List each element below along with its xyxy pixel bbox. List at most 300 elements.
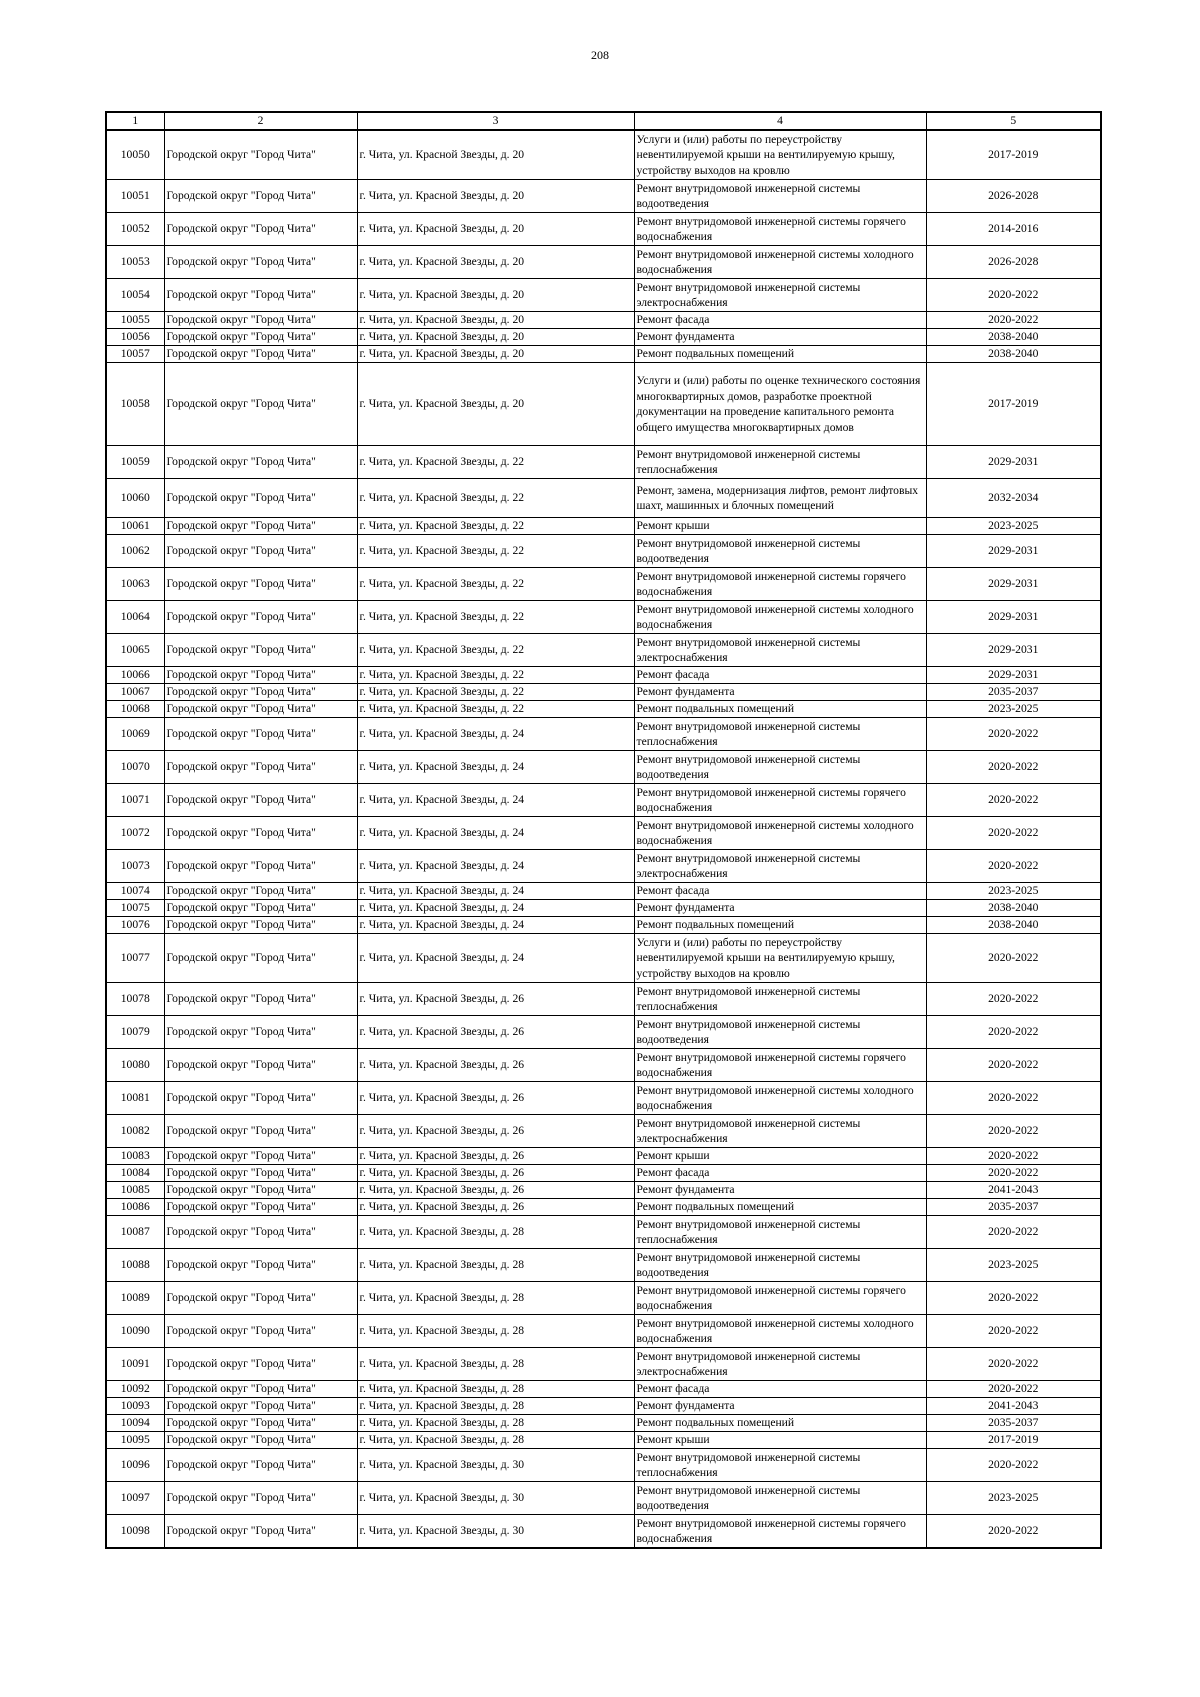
page-number: 208 <box>591 48 609 62</box>
cell-work-type: Ремонт фундамента <box>634 1182 926 1199</box>
cell-work-type: Ремонт подвальных помещений <box>634 917 926 934</box>
cell-number: 10066 <box>106 667 164 684</box>
cell-number: 10090 <box>106 1315 164 1348</box>
cell-address: г. Чита, ул. Красной Звезды, д. 22 <box>357 701 634 718</box>
cell-number: 10062 <box>106 535 164 568</box>
cell-municipality: Городской округ "Город Чита" <box>164 1282 357 1315</box>
table-row <box>106 363 1101 446</box>
cell-period: 2017-2019 <box>926 130 1101 180</box>
cell-work-type: Ремонт внутридомовой инженерной системы горячего водоснабжения <box>634 1049 926 1082</box>
cell-number: 10098 <box>106 1515 164 1549</box>
cell-number: 10097 <box>106 1482 164 1515</box>
cell-work-type: Ремонт фасада <box>634 1165 926 1182</box>
cell-municipality: Городской округ "Город Чита" <box>164 667 357 684</box>
cell-period: 2029-2031 <box>926 667 1101 684</box>
cell-address: г. Чита, ул. Красной Звезды, д. 22 <box>357 601 634 634</box>
cell-period: 2020-2022 <box>926 1082 1101 1115</box>
cell-municipality: Городской округ "Город Чита" <box>164 363 357 446</box>
cell-number: 10085 <box>106 1182 164 1199</box>
table-row <box>106 751 1101 784</box>
cell-address: г. Чита, ул. Красной Звезды, д. 20 <box>357 130 634 180</box>
cell-municipality: Городской округ "Город Чита" <box>164 634 357 667</box>
cell-address: г. Чита, ул. Красной Звезды, д. 28 <box>357 1415 634 1432</box>
cell-address: г. Чита, ул. Красной Звезды, д. 28 <box>357 1216 634 1249</box>
table-row <box>106 446 1101 479</box>
cell-period: 2020-2022 <box>926 934 1101 983</box>
cell-work-type: Ремонт фасада <box>634 667 926 684</box>
cell-municipality: Городской округ "Город Чита" <box>164 934 357 983</box>
cell-period: 2038-2040 <box>926 900 1101 917</box>
cell-work-type: Ремонт внутридомовой инженерной системы водоотведения <box>634 1249 926 1282</box>
cell-municipality: Городской округ "Город Чита" <box>164 1216 357 1249</box>
cell-work-type: Ремонт внутридомовой инженерной системы горячего водоснабжения <box>634 1282 926 1315</box>
cell-number: 10052 <box>106 213 164 246</box>
table-row <box>106 900 1101 917</box>
cell-period: 2029-2031 <box>926 535 1101 568</box>
cell-period: 2020-2022 <box>926 1115 1101 1148</box>
cell-municipality: Городской округ "Город Чита" <box>164 817 357 850</box>
cell-number: 10054 <box>106 279 164 312</box>
cell-number: 10073 <box>106 850 164 883</box>
table-row <box>106 1432 1101 1449</box>
cell-number: 10050 <box>106 130 164 180</box>
cell-work-type: Ремонт внутридомовой инженерной системы электроснабжения <box>634 1115 926 1148</box>
cell-number: 10079 <box>106 1016 164 1049</box>
cell-period: 2017-2019 <box>926 1432 1101 1449</box>
cell-municipality: Городской округ "Город Чита" <box>164 900 357 917</box>
header-col-2: 2 <box>164 112 357 130</box>
cell-number: 10081 <box>106 1082 164 1115</box>
cell-period: 2035-2037 <box>926 1199 1101 1216</box>
table-row <box>106 130 1101 180</box>
cell-work-type: Ремонт внутридомовой инженерной системы холодного водоснабжения <box>634 246 926 279</box>
cell-address: г. Чита, ул. Красной Звезды, д. 20 <box>357 246 634 279</box>
cell-period: 2020-2022 <box>926 1348 1101 1381</box>
cell-number: 10082 <box>106 1115 164 1148</box>
cell-number: 10086 <box>106 1199 164 1216</box>
cell-municipality: Городской округ "Город Чита" <box>164 279 357 312</box>
cell-municipality: Городской округ "Город Чита" <box>164 329 357 346</box>
cell-municipality: Городской округ "Город Чита" <box>164 784 357 817</box>
cell-work-type: Ремонт внутридомовой инженерной системы теплоснабжения <box>634 1216 926 1249</box>
cell-number: 10061 <box>106 518 164 535</box>
cell-number: 10089 <box>106 1282 164 1315</box>
cell-number: 10051 <box>106 180 164 213</box>
cell-number: 10078 <box>106 983 164 1016</box>
header-row <box>106 112 1101 130</box>
cell-work-type: Ремонт фундамента <box>634 1398 926 1415</box>
cell-period: 2023-2025 <box>926 701 1101 718</box>
cell-municipality: Городской округ "Город Чита" <box>164 1432 357 1449</box>
cell-address: г. Чита, ул. Красной Звезды, д. 24 <box>357 883 634 900</box>
cell-period: 2020-2022 <box>926 1449 1101 1482</box>
table-body <box>106 130 1101 1548</box>
cell-municipality: Городской округ "Город Чита" <box>164 701 357 718</box>
cell-address: г. Чита, ул. Красной Звезды, д. 24 <box>357 917 634 934</box>
cell-number: 10096 <box>106 1449 164 1482</box>
cell-period: 2020-2022 <box>926 1049 1101 1082</box>
cell-number: 10083 <box>106 1148 164 1165</box>
cell-work-type: Ремонт подвальных помещений <box>634 1415 926 1432</box>
header-col-4: 4 <box>634 112 926 130</box>
cell-address: г. Чита, ул. Красной Звезды, д. 28 <box>357 1249 634 1282</box>
cell-address: г. Чита, ул. Красной Звезды, д. 26 <box>357 1082 634 1115</box>
cell-period: 2017-2019 <box>926 363 1101 446</box>
cell-municipality: Городской округ "Город Чита" <box>164 1515 357 1549</box>
cell-period: 2038-2040 <box>926 346 1101 363</box>
cell-address: г. Чита, ул. Красной Звезды, д. 22 <box>357 479 634 518</box>
cell-address: г. Чита, ул. Красной Звезды, д. 26 <box>357 1165 634 1182</box>
cell-address: г. Чита, ул. Красной Звезды, д. 24 <box>357 850 634 883</box>
cell-address: г. Чита, ул. Красной Звезды, д. 30 <box>357 1449 634 1482</box>
cell-address: г. Чита, ул. Красной Звезды, д. 26 <box>357 1199 634 1216</box>
cell-period: 2041-2043 <box>926 1182 1101 1199</box>
cell-address: г. Чита, ул. Красной Звезды, д. 20 <box>357 180 634 213</box>
cell-period: 2020-2022 <box>926 751 1101 784</box>
cell-period: 2035-2037 <box>926 684 1101 701</box>
cell-work-type: Ремонт внутридомовой инженерной системы горячего водоснабжения <box>634 1515 926 1549</box>
capital-repair-table <box>105 111 1102 1549</box>
table-row <box>106 784 1101 817</box>
cell-municipality: Городской округ "Город Чита" <box>164 1449 357 1482</box>
cell-number: 10058 <box>106 363 164 446</box>
table-row <box>106 701 1101 718</box>
cell-address: г. Чита, ул. Красной Звезды, д. 26 <box>357 1182 634 1199</box>
cell-work-type: Услуги и (или) работы по переустройству невентилируемой крыши на вентилируемую крышу, устройству выходов на кровлю <box>634 130 926 180</box>
cell-address: г. Чита, ул. Красной Звезды, д. 20 <box>357 346 634 363</box>
table-row <box>106 817 1101 850</box>
cell-work-type: Ремонт внутридомовой инженерной системы теплоснабжения <box>634 718 926 751</box>
cell-municipality: Городской округ "Город Чита" <box>164 1249 357 1282</box>
cell-work-type: Ремонт подвальных помещений <box>634 701 926 718</box>
table-row <box>106 1449 1101 1482</box>
cell-address: г. Чита, ул. Красной Звезды, д. 20 <box>357 213 634 246</box>
cell-period: 2026-2028 <box>926 246 1101 279</box>
cell-work-type: Ремонт внутридомовой инженерной системы водоотведения <box>634 751 926 784</box>
cell-municipality: Городской округ "Город Чита" <box>164 1348 357 1381</box>
table-row <box>106 312 1101 329</box>
cell-number: 10055 <box>106 312 164 329</box>
table-row <box>106 346 1101 363</box>
cell-address: г. Чита, ул. Красной Звезды, д. 22 <box>357 518 634 535</box>
cell-period: 2020-2022 <box>926 1515 1101 1549</box>
cell-work-type: Ремонт внутридомовой инженерной системы электроснабжения <box>634 850 926 883</box>
cell-address: г. Чита, ул. Красной Звезды, д. 28 <box>357 1348 634 1381</box>
cell-work-type: Ремонт, замена, модернизация лифтов, ремонт лифтовых шахт, машинных и блочных помещений <box>634 479 926 518</box>
cell-work-type: Ремонт фундамента <box>634 900 926 917</box>
cell-period: 2020-2022 <box>926 718 1101 751</box>
cell-work-type: Услуги и (или) работы по оценке технического состояния многоквартирных домов, разработке проектной документации на проведение капитального ремонта общего имущества многоквартирных домов <box>634 363 926 446</box>
cell-municipality: Городской округ "Город Чита" <box>164 1199 357 1216</box>
cell-address: г. Чита, ул. Красной Звезды, д. 26 <box>357 1115 634 1148</box>
cell-period: 2038-2040 <box>926 917 1101 934</box>
cell-period: 2020-2022 <box>926 784 1101 817</box>
header-col-5: 5 <box>926 112 1101 130</box>
table-row <box>106 518 1101 535</box>
table-header <box>106 112 1101 130</box>
table-row <box>106 180 1101 213</box>
cell-address: г. Чита, ул. Красной Звезды, д. 26 <box>357 1148 634 1165</box>
cell-period: 2029-2031 <box>926 634 1101 667</box>
cell-municipality: Городской округ "Город Чита" <box>164 1381 357 1398</box>
cell-number: 10069 <box>106 718 164 751</box>
cell-municipality: Городской округ "Город Чита" <box>164 1082 357 1115</box>
cell-address: г. Чита, ул. Красной Звезды, д. 28 <box>357 1282 634 1315</box>
table-row <box>106 667 1101 684</box>
cell-period: 2020-2022 <box>926 1282 1101 1315</box>
cell-period: 2020-2022 <box>926 1148 1101 1165</box>
table-row <box>106 601 1101 634</box>
cell-work-type: Ремонт внутридомовой инженерной системы электроснабжения <box>634 1348 926 1381</box>
cell-number: 10091 <box>106 1348 164 1381</box>
cell-work-type: Ремонт фасада <box>634 312 926 329</box>
cell-municipality: Городской округ "Город Чита" <box>164 130 357 180</box>
cell-number: 10087 <box>106 1216 164 1249</box>
table-row <box>106 246 1101 279</box>
cell-number: 10094 <box>106 1415 164 1432</box>
cell-address: г. Чита, ул. Красной Звезды, д. 22 <box>357 446 634 479</box>
cell-municipality: Городской округ "Город Чита" <box>164 535 357 568</box>
cell-period: 2029-2031 <box>926 446 1101 479</box>
table-row <box>106 850 1101 883</box>
cell-period: 2023-2025 <box>926 1249 1101 1282</box>
cell-municipality: Городской округ "Город Чита" <box>164 1148 357 1165</box>
cell-municipality: Городской округ "Город Чита" <box>164 684 357 701</box>
cell-number: 10059 <box>106 446 164 479</box>
cell-municipality: Городской округ "Город Чита" <box>164 1182 357 1199</box>
cell-period: 2020-2022 <box>926 1315 1101 1348</box>
cell-municipality: Городской округ "Город Чита" <box>164 751 357 784</box>
cell-municipality: Городской округ "Город Чита" <box>164 180 357 213</box>
cell-period: 2020-2022 <box>926 279 1101 312</box>
cell-work-type: Ремонт внутридомовой инженерной системы теплоснабжения <box>634 446 926 479</box>
cell-address: г. Чита, ул. Красной Звезды, д. 26 <box>357 1049 634 1082</box>
cell-number: 10074 <box>106 883 164 900</box>
cell-work-type: Ремонт внутридомовой инженерной системы электроснабжения <box>634 634 926 667</box>
table-row <box>106 684 1101 701</box>
cell-municipality: Городской округ "Город Чита" <box>164 883 357 900</box>
cell-period: 2023-2025 <box>926 518 1101 535</box>
cell-period: 2035-2037 <box>926 1415 1101 1432</box>
table-row <box>106 934 1101 983</box>
cell-municipality: Городской округ "Город Чита" <box>164 850 357 883</box>
cell-address: г. Чита, ул. Красной Звезды, д. 22 <box>357 684 634 701</box>
cell-number: 10060 <box>106 479 164 518</box>
table-row <box>106 634 1101 667</box>
table-row <box>106 1415 1101 1432</box>
cell-number: 10072 <box>106 817 164 850</box>
header-col-1: 1 <box>106 112 164 130</box>
cell-work-type: Ремонт внутридомовой инженерной системы холодного водоснабжения <box>634 1082 926 1115</box>
cell-address: г. Чита, ул. Красной Звезды, д. 20 <box>357 312 634 329</box>
cell-municipality: Городской округ "Город Чита" <box>164 1049 357 1082</box>
cell-period: 2029-2031 <box>926 568 1101 601</box>
cell-number: 10084 <box>106 1165 164 1182</box>
cell-work-type: Ремонт крыши <box>634 1148 926 1165</box>
cell-municipality: Городской округ "Город Чита" <box>164 1016 357 1049</box>
header-col-3: 3 <box>357 112 634 130</box>
cell-work-type: Ремонт фундамента <box>634 329 926 346</box>
cell-address: г. Чита, ул. Красной Звезды, д. 24 <box>357 751 634 784</box>
cell-period: 2032-2034 <box>926 479 1101 518</box>
cell-address: г. Чита, ул. Красной Звезды, д. 30 <box>357 1515 634 1549</box>
cell-address: г. Чита, ул. Красной Звезды, д. 24 <box>357 817 634 850</box>
cell-municipality: Городской округ "Город Чита" <box>164 346 357 363</box>
cell-address: г. Чита, ул. Красной Звезды, д. 30 <box>357 1482 634 1515</box>
cell-period: 2020-2022 <box>926 1216 1101 1249</box>
cell-number: 10077 <box>106 934 164 983</box>
cell-municipality: Городской округ "Город Чита" <box>164 479 357 518</box>
cell-period: 2041-2043 <box>926 1398 1101 1415</box>
cell-number: 10057 <box>106 346 164 363</box>
table-row <box>106 1148 1101 1165</box>
cell-address: г. Чита, ул. Красной Звезды, д. 24 <box>357 718 634 751</box>
cell-work-type: Ремонт внутридомовой инженерной системы горячего водоснабжения <box>634 213 926 246</box>
cell-address: г. Чита, ул. Красной Звезды, д. 26 <box>357 1016 634 1049</box>
table-row <box>106 479 1101 518</box>
cell-period: 2038-2040 <box>926 329 1101 346</box>
cell-number: 10095 <box>106 1432 164 1449</box>
cell-work-type: Ремонт подвальных помещений <box>634 346 926 363</box>
cell-period: 2023-2025 <box>926 1482 1101 1515</box>
table-row <box>106 1115 1101 1148</box>
cell-municipality: Городской округ "Город Чита" <box>164 568 357 601</box>
cell-period: 2020-2022 <box>926 1016 1101 1049</box>
table-row <box>106 1348 1101 1381</box>
cell-municipality: Городской округ "Город Чита" <box>164 1315 357 1348</box>
cell-address: г. Чита, ул. Красной Звезды, д. 28 <box>357 1398 634 1415</box>
cell-number: 10093 <box>106 1398 164 1415</box>
table-row <box>106 1199 1101 1216</box>
cell-number: 10067 <box>106 684 164 701</box>
cell-address: г. Чита, ул. Красной Звезды, д. 28 <box>357 1315 634 1348</box>
cell-period: 2029-2031 <box>926 601 1101 634</box>
cell-work-type: Ремонт внутридомовой инженерной системы водоотведения <box>634 1482 926 1515</box>
cell-address: г. Чита, ул. Красной Звезды, д. 22 <box>357 634 634 667</box>
cell-number: 10075 <box>106 900 164 917</box>
cell-work-type: Ремонт внутридомовой инженерной системы горячего водоснабжения <box>634 568 926 601</box>
table-row <box>106 1282 1101 1315</box>
cell-period: 2020-2022 <box>926 850 1101 883</box>
table-row <box>106 1216 1101 1249</box>
cell-work-type: Ремонт внутридомовой инженерной системы холодного водоснабжения <box>634 1315 926 1348</box>
table-row <box>106 1482 1101 1515</box>
cell-work-type: Ремонт внутридомовой инженерной системы горячего водоснабжения <box>634 784 926 817</box>
cell-period: 2026-2028 <box>926 180 1101 213</box>
cell-municipality: Городской округ "Город Чита" <box>164 1165 357 1182</box>
table-row <box>106 1165 1101 1182</box>
cell-municipality: Городской округ "Город Чита" <box>164 983 357 1016</box>
cell-period: 2023-2025 <box>926 883 1101 900</box>
table-row <box>106 718 1101 751</box>
cell-number: 10080 <box>106 1049 164 1082</box>
cell-number: 10071 <box>106 784 164 817</box>
cell-address: г. Чита, ул. Красной Звезды, д. 20 <box>357 363 634 446</box>
table-row <box>106 883 1101 900</box>
cell-work-type: Ремонт внутридомовой инженерной системы водоотведения <box>634 535 926 568</box>
table-row <box>106 1049 1101 1082</box>
table-row <box>106 535 1101 568</box>
cell-municipality: Городской округ "Город Чита" <box>164 1415 357 1432</box>
cell-work-type: Ремонт фундамента <box>634 684 926 701</box>
table-row <box>106 1182 1101 1199</box>
cell-municipality: Городской округ "Город Чита" <box>164 917 357 934</box>
cell-work-type: Услуги и (или) работы по переустройству невентилируемой крыши на вентилируемую крышу, устройству выходов на кровлю <box>634 934 926 983</box>
table-row <box>106 1381 1101 1398</box>
table-row <box>106 1249 1101 1282</box>
cell-number: 10053 <box>106 246 164 279</box>
table-row <box>106 213 1101 246</box>
cell-municipality: Городской округ "Город Чита" <box>164 446 357 479</box>
cell-number: 10070 <box>106 751 164 784</box>
cell-municipality: Городской округ "Город Чита" <box>164 718 357 751</box>
cell-number: 10065 <box>106 634 164 667</box>
table-row <box>106 568 1101 601</box>
cell-municipality: Городской округ "Город Чита" <box>164 312 357 329</box>
cell-period: 2020-2022 <box>926 983 1101 1016</box>
table-row <box>106 1515 1101 1549</box>
cell-work-type: Ремонт подвальных помещений <box>634 1199 926 1216</box>
cell-address: г. Чита, ул. Красной Звезды, д. 28 <box>357 1432 634 1449</box>
table-row <box>106 1398 1101 1415</box>
cell-period: 2014-2016 <box>926 213 1101 246</box>
cell-work-type: Ремонт внутридомовой инженерной системы электроснабжения <box>634 279 926 312</box>
cell-work-type: Ремонт внутридомовой инженерной системы водоотведения <box>634 180 926 213</box>
cell-municipality: Городской округ "Город Чита" <box>164 518 357 535</box>
cell-work-type: Ремонт внутридомовой инженерной системы холодного водоснабжения <box>634 817 926 850</box>
cell-address: г. Чита, ул. Красной Звезды, д. 22 <box>357 568 634 601</box>
cell-number: 10064 <box>106 601 164 634</box>
cell-number: 10076 <box>106 917 164 934</box>
cell-address: г. Чита, ул. Красной Звезды, д. 24 <box>357 934 634 983</box>
cell-municipality: Городской округ "Город Чита" <box>164 601 357 634</box>
cell-address: г. Чита, ул. Красной Звезды, д. 24 <box>357 784 634 817</box>
table-row <box>106 1016 1101 1049</box>
table-row <box>106 329 1101 346</box>
cell-address: г. Чита, ул. Красной Звезды, д. 26 <box>357 983 634 1016</box>
cell-work-type: Ремонт внутридомовой инженерной системы водоотведения <box>634 1016 926 1049</box>
cell-address: г. Чита, ул. Красной Звезды, д. 22 <box>357 535 634 568</box>
cell-work-type: Ремонт внутридомовой инженерной системы холодного водоснабжения <box>634 601 926 634</box>
cell-number: 10063 <box>106 568 164 601</box>
cell-number: 10056 <box>106 329 164 346</box>
table-row <box>106 917 1101 934</box>
cell-period: 2020-2022 <box>926 312 1101 329</box>
cell-period: 2020-2022 <box>926 1165 1101 1182</box>
table-row <box>106 1315 1101 1348</box>
cell-number: 10092 <box>106 1381 164 1398</box>
cell-period: 2020-2022 <box>926 1381 1101 1398</box>
cell-municipality: Городской округ "Город Чита" <box>164 213 357 246</box>
cell-address: г. Чита, ул. Красной Звезды, д. 20 <box>357 329 634 346</box>
cell-address: г. Чита, ул. Красной Звезды, д. 20 <box>357 279 634 312</box>
table-row <box>106 1082 1101 1115</box>
cell-period: 2020-2022 <box>926 817 1101 850</box>
cell-address: г. Чита, ул. Красной Звезды, д. 28 <box>357 1381 634 1398</box>
cell-number: 10068 <box>106 701 164 718</box>
cell-number: 10088 <box>106 1249 164 1282</box>
cell-municipality: Городской округ "Город Чита" <box>164 1398 357 1415</box>
cell-address: г. Чита, ул. Красной Звезды, д. 24 <box>357 900 634 917</box>
cell-work-type: Ремонт фасада <box>634 883 926 900</box>
cell-work-type: Ремонт внутридомовой инженерной системы теплоснабжения <box>634 1449 926 1482</box>
cell-work-type: Ремонт крыши <box>634 1432 926 1449</box>
cell-work-type: Ремонт фасада <box>634 1381 926 1398</box>
cell-municipality: Городской округ "Город Чита" <box>164 1482 357 1515</box>
cell-work-type: Ремонт крыши <box>634 518 926 535</box>
table-row <box>106 279 1101 312</box>
table-row <box>106 983 1101 1016</box>
